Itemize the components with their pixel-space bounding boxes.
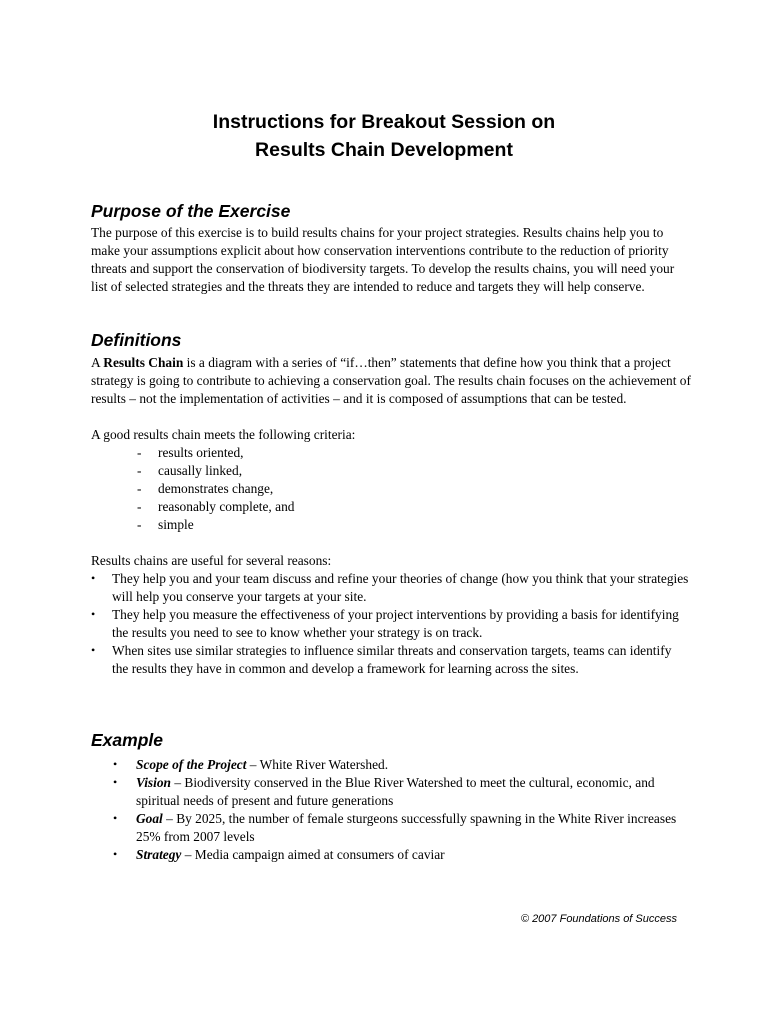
definition-prefix: A bbox=[91, 355, 104, 370]
example-text: Media campaign aimed at consumers of caviar bbox=[194, 847, 445, 862]
reasons-list bbox=[91, 570, 691, 678]
example-label: Scope of the Project bbox=[136, 757, 247, 772]
example-list bbox=[91, 756, 691, 864]
example-separator: – bbox=[162, 811, 177, 826]
reasons-intro: Results chains are useful for several reasons: bbox=[91, 553, 332, 568]
criteria-text: causally linked, bbox=[158, 463, 243, 478]
example-label: Vision bbox=[136, 775, 171, 790]
dash-marker: - bbox=[137, 499, 142, 514]
example-label: Strategy bbox=[136, 847, 182, 862]
criteria-text: simple bbox=[158, 517, 194, 532]
list-item bbox=[91, 774, 691, 810]
bullet-icon: • bbox=[113, 757, 118, 771]
document-title bbox=[0, 108, 768, 164]
title-line-1: Instructions for Breakout Session on bbox=[212, 111, 556, 133]
list-item bbox=[91, 570, 691, 606]
criteria-text: results oriented, bbox=[158, 445, 244, 460]
dash-marker: - bbox=[137, 445, 142, 460]
bullet-icon: • bbox=[91, 607, 96, 621]
reason-text: They help you measure the effectiveness of your project interventions by providing a basis for identifying the results you need to see to know whether your strategy is on track. bbox=[112, 607, 679, 640]
purpose-heading: Purpose of the Exercise bbox=[91, 201, 291, 221]
list-item bbox=[91, 846, 691, 864]
example-text: White River Watershed. bbox=[259, 757, 389, 772]
example-separator: – bbox=[246, 757, 260, 772]
dash-marker: - bbox=[137, 517, 142, 532]
example-label: Goal bbox=[136, 811, 163, 826]
list-item bbox=[91, 642, 691, 678]
definition-paragraph bbox=[91, 354, 691, 408]
definitions-heading: Definitions bbox=[91, 330, 182, 350]
purpose-section bbox=[91, 224, 691, 296]
bullet-icon: • bbox=[113, 775, 118, 789]
bullet-icon: • bbox=[113, 847, 118, 861]
purpose-paragraph: The purpose of this exercise is to build results chains for your project strategies. Results chains help you to make your assumptions explicit about how conservation interventions contribute to the reduction of priority threats and support the conservation of biodiversity targets. To develop the results chains, you will need your list of selected strategies and the threats they are intended to reduce and targets they will help conserve. bbox=[91, 225, 675, 294]
reason-text: When sites use similar strategies to influence similar threats and conservation targets, teams can identify the results they have in common and develop a framework for learning across the sites. bbox=[112, 643, 672, 676]
definition-term: Results Chain bbox=[103, 355, 184, 370]
list-item bbox=[91, 444, 691, 462]
example-text: By 2025, the number of female sturgeons successfully spawning in the White River increases 25% from 2007 levels bbox=[136, 811, 677, 844]
title-line-2: Results Chain Development bbox=[255, 139, 513, 161]
bullet-icon: • bbox=[113, 811, 118, 825]
criteria-list bbox=[91, 444, 691, 534]
definitions-section bbox=[91, 354, 691, 678]
definition-text: is a diagram with a series of “if…then” statements that define how you think that a project strategy is going to contribute to achieving a conservation goal. The results chain focuses on the achievement of results – not the implementation of activities – and it is composed of assumptions that can be tested. bbox=[91, 355, 691, 406]
list-item bbox=[91, 810, 691, 846]
bullet-icon: • bbox=[91, 643, 96, 657]
example-section bbox=[91, 756, 691, 864]
list-item bbox=[91, 480, 691, 498]
dash-marker: - bbox=[137, 463, 142, 478]
example-separator: – bbox=[171, 775, 185, 790]
dash-marker: - bbox=[137, 481, 142, 496]
list-item bbox=[91, 756, 691, 774]
criteria-text: reasonably complete, and bbox=[158, 499, 295, 514]
list-item bbox=[91, 606, 691, 642]
list-item bbox=[91, 462, 691, 480]
example-heading: Example bbox=[91, 730, 163, 750]
criteria-intro: A good results chain meets the following criteria: bbox=[91, 427, 356, 442]
reason-text: They help you and your team discuss and refine your theories of change (how you think that your strategies will help you conserve your targets at your site. bbox=[112, 571, 689, 604]
list-item bbox=[91, 498, 691, 516]
example-text: Biodiversity conserved in the Blue River Watershed to meet the cultural, economic, and spiritual needs of present and future generations bbox=[136, 775, 655, 808]
criteria-text: demonstrates change, bbox=[158, 481, 274, 496]
list-item bbox=[91, 516, 691, 534]
example-separator: – bbox=[181, 847, 195, 862]
bullet-icon: • bbox=[91, 571, 96, 585]
copyright-footer: © 2007 Foundations of Success bbox=[520, 913, 677, 925]
